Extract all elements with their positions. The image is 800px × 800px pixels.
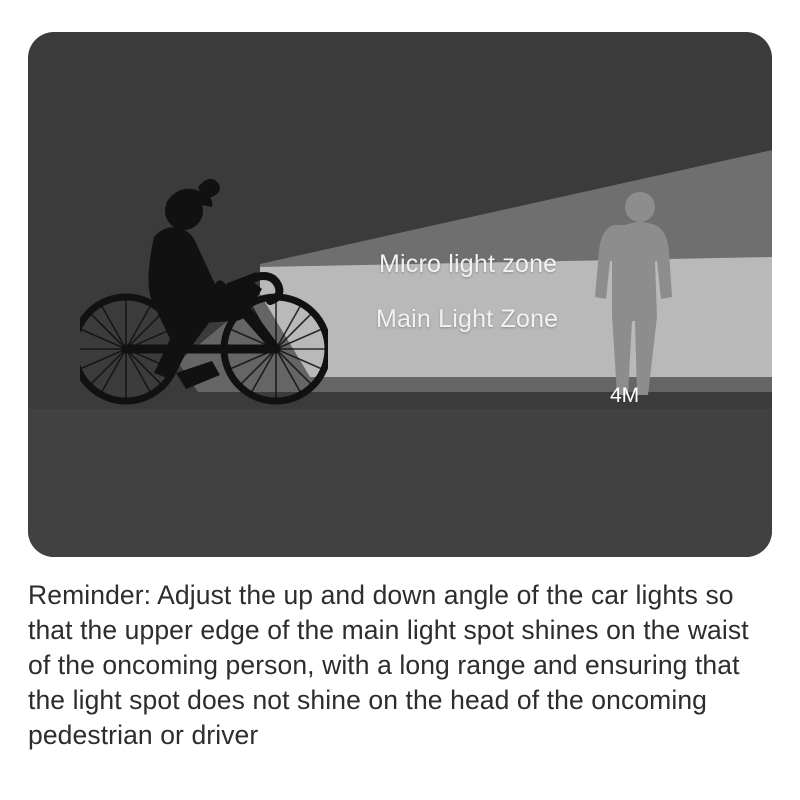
pedestrian-silhouette (595, 187, 685, 397)
micro-light-zone-label: Micro light zone (379, 250, 558, 278)
main-light-zone-label: Main Light Zone (376, 305, 559, 333)
distance-marker-label: 4M (610, 384, 640, 407)
cyclist-silhouette (80, 177, 328, 412)
illustration-panel (28, 32, 772, 557)
reminder-caption: Reminder: Adjust the up and down angle of the car lights so that the upper edge of the main light spot shines on the waist of the oncoming person, with a long range and ensuring that the light spot does not shine on the head of the oncoming pedestrian or driver (28, 580, 749, 750)
